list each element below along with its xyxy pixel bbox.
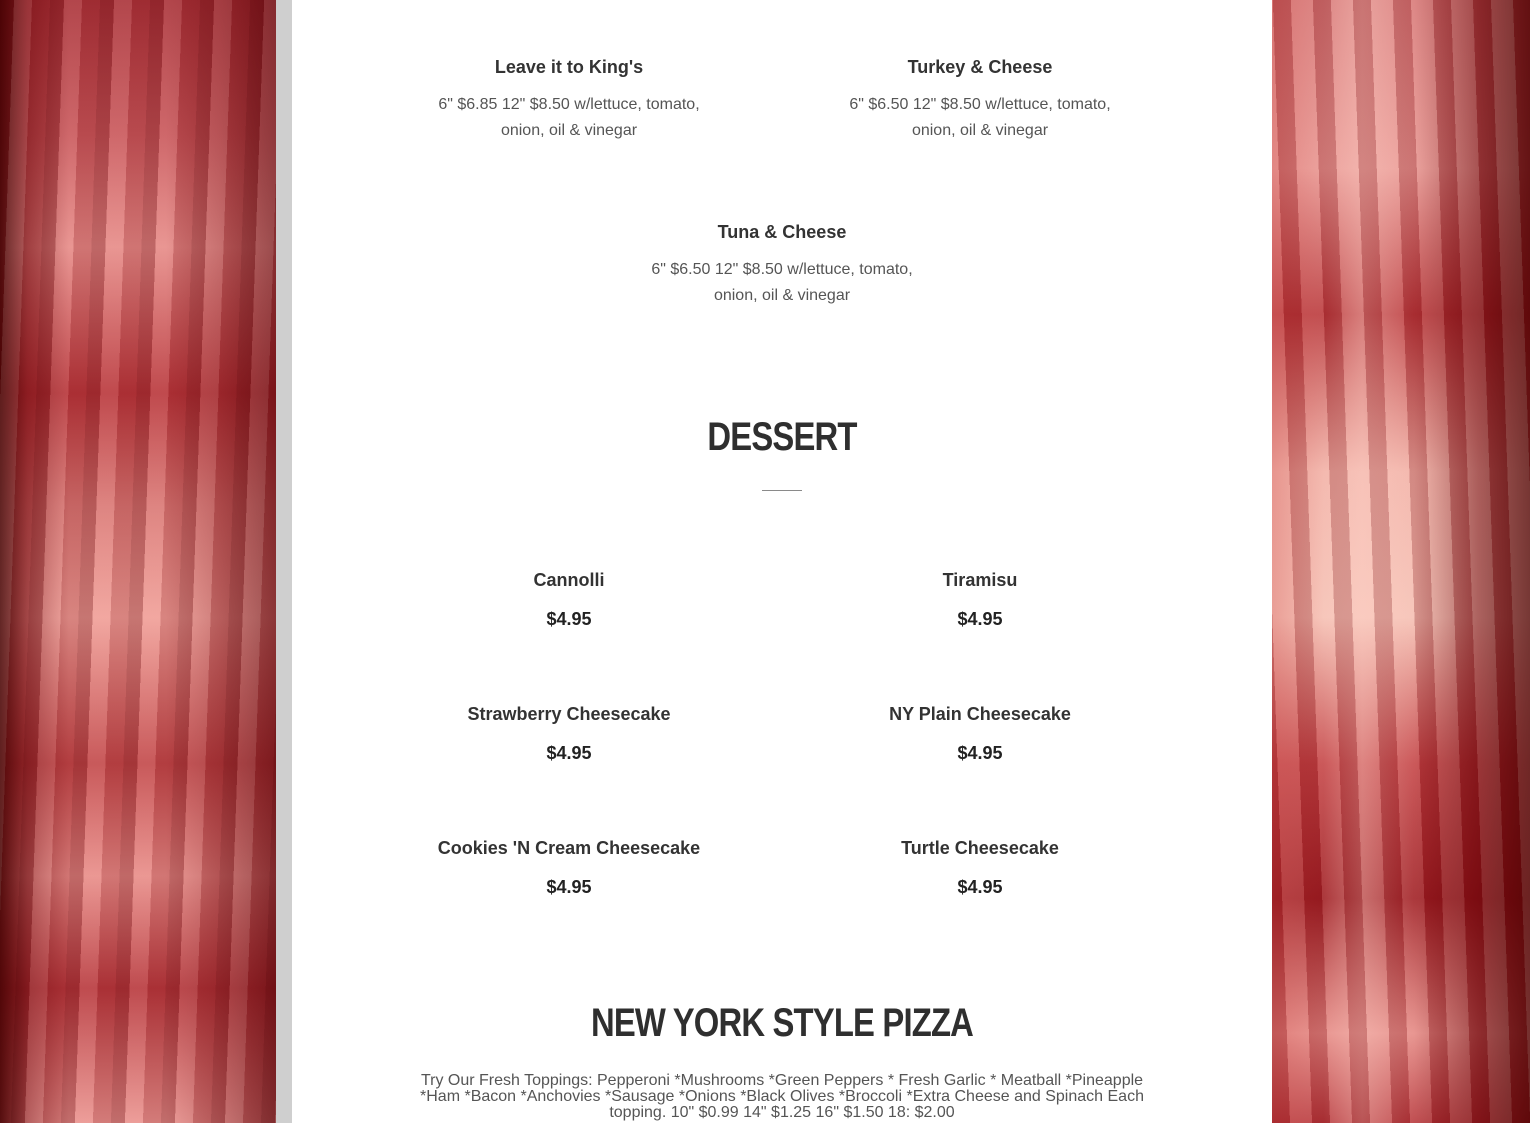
menu-item-tiramisu (830, 569, 1130, 630)
menu-item-name: Turkey & Cheese (907, 57, 1053, 77)
menu-item-price: $4.95 (957, 609, 1003, 629)
menu-item-name: NY Plain Cheesecake (889, 704, 1071, 724)
menu-item-cookies-n-cream-cheesecake (419, 837, 719, 898)
section-title-pizza: NEW YORK STYLE PIZZA (590, 1001, 974, 1045)
menu-item-price: $4.95 (546, 877, 592, 897)
background-right (1272, 0, 1530, 1123)
menu-item-name: Turtle Cheesecake (901, 838, 1059, 858)
menu-item-strawberry-cheesecake (419, 703, 719, 764)
menu-item-turkey-cheese (840, 56, 1120, 143)
menu-item-price: $4.95 (546, 743, 592, 763)
menu-item-price: $4.95 (957, 877, 1003, 897)
menu-item-ny-plain-cheesecake (830, 703, 1130, 764)
menu-item-name: Tiramisu (942, 570, 1018, 590)
menu-item-tuna-cheese (642, 221, 922, 308)
pizza-toppings-text: Try Our Fresh Toppings: Pepperoni *Mushrooms *Green Peppers * Fresh Garlic * Meatball *Pineapple *Ham *Bacon *Anchovies *Sausage *Onions *Black Olives *Broccoli *Extra Cheese and Spinach Each topping. 10" $0.99 14" $1.25 16" $1.50 18: $2.00 (420, 1072, 1144, 1121)
menu-item-name: Cannolli (533, 570, 605, 590)
menu-item-name: Leave it to King's (494, 57, 644, 77)
menu-item-description: 6" $6.50 12" $8.50 w/lettuce, tomato, onion, oil & vinegar (651, 261, 913, 304)
content-strip (276, 0, 292, 1123)
menu-item-price: $4.95 (546, 609, 592, 629)
menu-item-turtle-cheesecake (830, 837, 1130, 898)
menu-item-description: 6" $6.85 12" $8.50 w/lettuce, tomato, onion, oil & vinegar (438, 96, 700, 139)
menu-content (292, 0, 1272, 1123)
menu-item-name: Tuna & Cheese (717, 222, 847, 242)
section-title-dessert: DESSERT (707, 415, 857, 459)
menu-item-name: Strawberry Cheesecake (467, 704, 671, 724)
menu-item-cannolli (419, 569, 719, 630)
menu-item-price: $4.95 (957, 743, 1003, 763)
background-left (0, 0, 276, 1123)
section-divider (762, 490, 802, 491)
menu-item-name: Cookies 'N Cream Cheesecake (437, 838, 701, 858)
menu-item-leave-it-to-kings (429, 56, 709, 143)
menu-item-description: 6" $6.50 12" $8.50 w/lettuce, tomato, onion, oil & vinegar (849, 96, 1111, 139)
